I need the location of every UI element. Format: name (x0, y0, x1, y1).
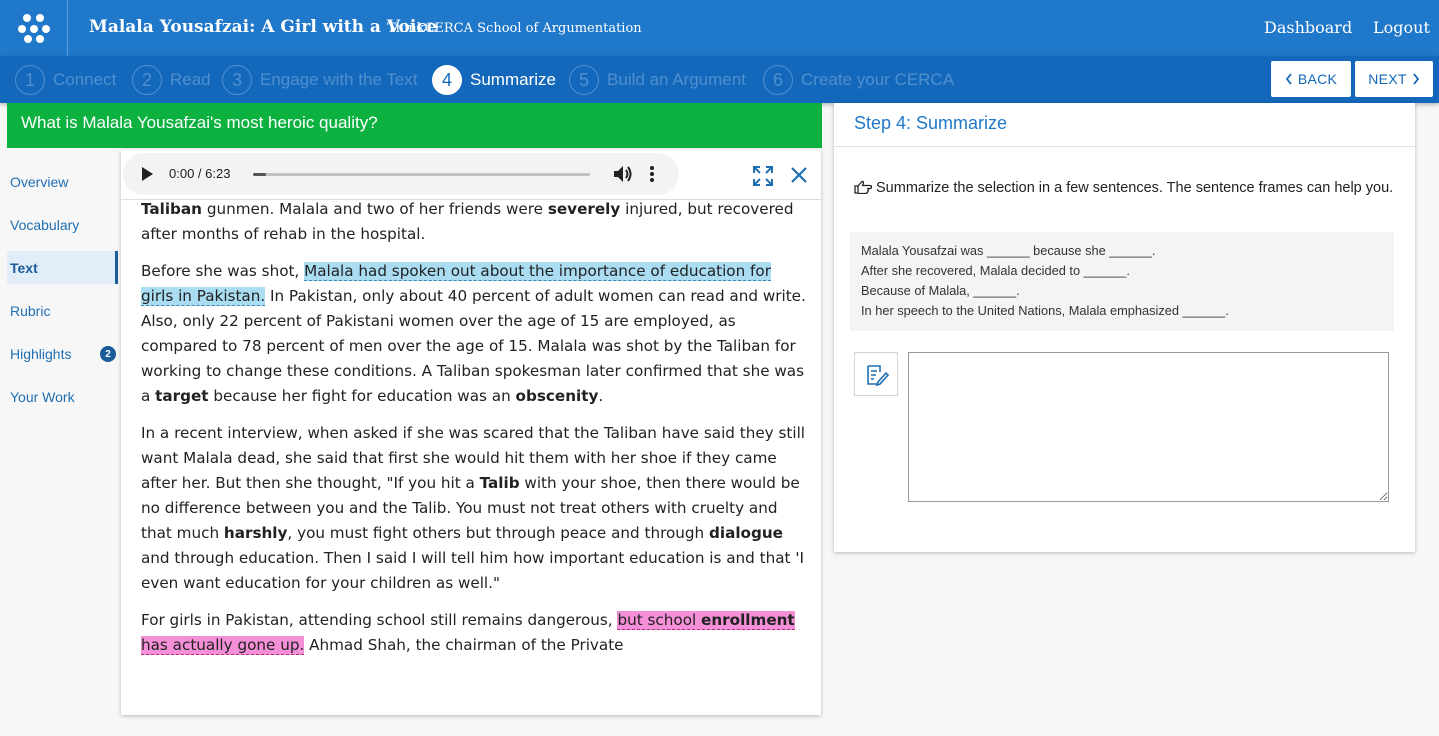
step-number: 5 (569, 65, 599, 95)
step-number: 6 (763, 65, 793, 95)
audio-seek-slider[interactable] (253, 173, 590, 176)
summary-panel (834, 103, 1415, 552)
step-label: Summarize (470, 70, 556, 89)
thinkcerca-logo-icon (18, 13, 50, 43)
step-number: 4 (432, 65, 462, 95)
dashboard-link[interactable]: Dashboard (1264, 18, 1353, 37)
volume-icon[interactable] (613, 165, 633, 183)
highlight-blue[interactable]: Malala had spoken out about the importance of education for girls in Pakistan. (141, 262, 771, 305)
text-run: and through education. Then I said I will tell him how important education is and that 'I even want education for your children as well." (141, 549, 804, 592)
logout-link[interactable]: Logout (1373, 18, 1430, 37)
sidenav-item-overview[interactable]: Overview (10, 173, 69, 190)
vocab-word[interactable]: Taliban (141, 200, 202, 218)
next-button[interactable] (1355, 61, 1433, 97)
article-text (141, 197, 806, 670)
text-run: because her fight for education was an (208, 387, 516, 405)
vocab-word[interactable]: Talib (479, 474, 520, 492)
prompt-question: What is Malala Yousafzai's most heroic quality? (7, 103, 822, 148)
vocab-word[interactable]: obscenity (515, 387, 599, 405)
play-icon[interactable] (140, 166, 154, 182)
step-label: Connect (53, 70, 117, 89)
summary-input[interactable] (908, 352, 1389, 502)
step-label: Engage with the Text (260, 70, 418, 89)
sidenav-item-your-work[interactable]: Your Work (10, 388, 75, 405)
close-icon[interactable] (790, 166, 808, 184)
step-number: 2 (132, 65, 162, 95)
vocab-word[interactable]: dialogue (709, 524, 783, 542)
text-run: In a recent interview, when asked if she was scared that the Taliban have said they still want Malala dead, she said that first she would hit them with her shoe if they came after her. But then she thought, "If you hit a (141, 424, 806, 492)
highlights-count-badge: 2 (100, 346, 116, 362)
reader-toolbar (121, 150, 821, 200)
audio-progress (253, 173, 266, 176)
step-connect[interactable] (15, 65, 116, 95)
step-build-argument[interactable] (569, 65, 746, 95)
text-run: , you must fight others but through peace and through (287, 524, 710, 542)
paragraph (141, 421, 806, 596)
vocab-word[interactable]: enrollment (701, 611, 795, 629)
top-header (0, 0, 1439, 56)
paragraph (141, 608, 806, 658)
sentence-frame: Malala Yousafzai was ______ because she ______. (861, 243, 1156, 258)
steps-bar (0, 56, 1439, 103)
chevron-right-icon (1412, 73, 1420, 85)
back-label: BACK (1297, 71, 1338, 87)
audio-time: 0:00 / 6:23 (169, 166, 231, 181)
instructions-text: Summarize the selection in a few sentences. The sentence frames can help you. (876, 180, 1394, 196)
vocab-word[interactable]: severely (547, 200, 621, 218)
text-run: gunmen. Malala and two of her friends were (202, 200, 548, 218)
step-label: Read (170, 70, 211, 89)
text-run: In Pakistan, only about 40 percent of adult women can read and write. Also, only 22 percent of Pakistani women over the age of 15 are employed, as compared to 78 percent of men over the age of 15. Malala was shot by the Taliban for working to change these conditions. A Taliban spokesman later confirmed that she was a (141, 287, 806, 405)
pointing-hand-icon (854, 180, 872, 194)
text-run: has actually gone up. (141, 636, 305, 654)
step-label: Create your CERCA (801, 70, 955, 89)
step-number: 3 (222, 65, 252, 95)
more-options-icon[interactable] (650, 165, 654, 183)
summary-instructions (854, 176, 1404, 200)
paragraph (141, 197, 806, 247)
audio-player (123, 153, 679, 195)
text-run: Before she was shot, (141, 262, 305, 280)
text-run: but school (617, 611, 702, 629)
fullscreen-icon[interactable] (753, 166, 773, 186)
edit-notes-icon (865, 363, 889, 387)
paragraph (141, 259, 806, 409)
sidenav-item-highlights[interactable] (0, 337, 118, 370)
text-run: . (598, 387, 604, 405)
sidenav-item-rubric[interactable]: Rubric (10, 302, 51, 319)
vocab-word[interactable]: harshly (223, 524, 288, 542)
edit-notes-button[interactable] (854, 352, 898, 396)
vocab-word[interactable]: target (155, 387, 209, 405)
text-run: injured, but recovered after months of rehab in the hospital. (141, 200, 794, 243)
text-run: For girls in Pakistan, attending school still remains dangerous, (141, 611, 618, 629)
side-navigation (0, 165, 118, 423)
sentence-frame: In her speech to the United Nations, Malala emphasized ______. (861, 303, 1229, 318)
back-button[interactable] (1271, 61, 1351, 97)
sidenav-item-vocabulary[interactable]: Vocabulary (10, 216, 80, 233)
logo[interactable] (0, 0, 68, 56)
step-label: Build an Argument (607, 70, 746, 89)
school-name: ThinkCERCA School of Argumentation (387, 21, 642, 36)
sentence-frame: Because of Malala, ______. (861, 283, 1020, 298)
text-run: with your shoe, then there would be no difference between you and the Talib. You must not treat others with cruelty and that much (141, 474, 800, 542)
step-read[interactable] (132, 65, 211, 95)
chevron-left-icon (1285, 73, 1293, 85)
step-create-cerca[interactable] (763, 65, 954, 95)
step-number: 1 (15, 65, 45, 95)
lesson-title: Malala Yousafzai: A Girl with a Voice (89, 17, 438, 37)
step-summarize[interactable] (432, 65, 556, 95)
sidenav-label: Highlights (10, 345, 72, 362)
sidenav-item-text[interactable]: Text (7, 251, 118, 284)
reading-panel (121, 150, 821, 715)
text-run: Ahmad Shah, the chairman of the Private (304, 636, 624, 654)
sentence-frames (850, 232, 1394, 331)
panel-title: Step 4: Summarize (834, 103, 1415, 147)
next-label: NEXT (1368, 71, 1407, 87)
step-engage[interactable] (222, 65, 418, 95)
sentence-frame: After she recovered, Malala decided to ______. (861, 263, 1130, 278)
